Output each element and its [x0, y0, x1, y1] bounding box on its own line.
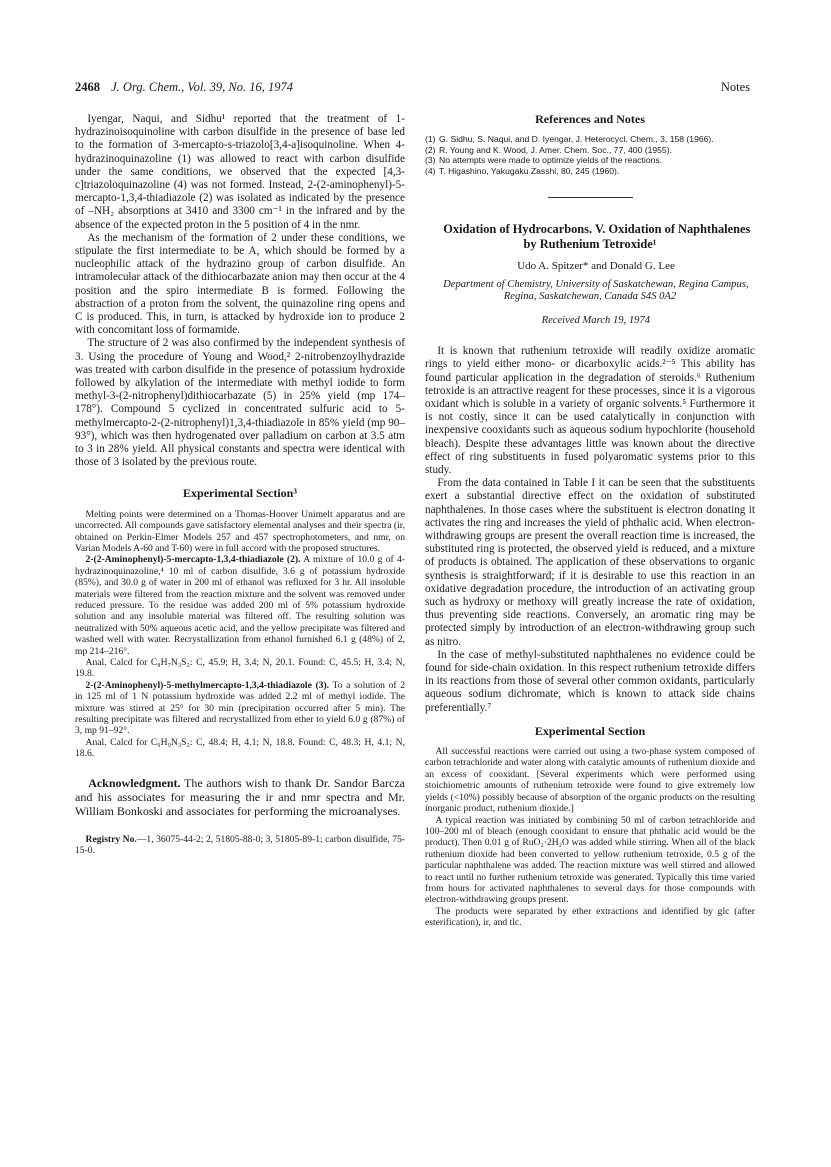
left-experimental-heading: Experimental Section³	[183, 486, 297, 501]
journal-citation: J. Org. Chem., Vol. 39, No. 16, 1974	[111, 80, 293, 94]
reference-item: (1) G. Sidhu, S. Naqui, and D. Iyengar, J. Heterocycl. Chem., 3, 158 (1966).	[425, 134, 714, 145]
right-paragraph-2: From the data contained in Table I it can be seen that the substituents exert a substantial directive effect on the oxidation of substituted naphthalenes. In those cases where the substituent is electron donating it activates the ring and increases the yield of phthalic acid. When electron-withdrawing groups are present the overall reaction time is increased, the substituted ring is protected, the observed yield is reduced, and a mixture of products is obtained. The application of these observations to organic synthesis is straightforward; if it is desirable to use this reaction in an oxidative degradation procedure, the introduction of an activating group such as hydroxy or methoxy will greatly increase the rate of oxidation, thus preventing side reactions. Conversely, an aromatic ring may be protected simply by introduction of an electron-withdrawing group such as nitro.	[425, 477, 755, 648]
right-exp-1: All successful reactions were carried out using a two-phase system composed of carbon tetrachloride and water along with catalytic amounts of ruthenium dioxide and an excess of cooxidant. [Several experiments which were performed using stoichiometric amounts of ruthenium tetroxide were found to give extremely low yields (<10%) possibly because of absorption of the organic products on the resulting inorganic product, ruthenium dioxide.]	[425, 746, 755, 815]
right-experimental-heading: Experimental Section	[534, 723, 646, 738]
right-exp-2: A typical reaction was initiated by combining 50 ml of carbon tetrachloride and 100–200 ml of bleach (enough cooxidant to ensure that phthalic acid would be the product). Then 0.01 g of RuO₂·2H₂O was added while stirring. When all of the black ruthenium dioxide had been converted to yellow ruthenium tetroxide, 0.5 g of the particular naphthalene was added. The reaction mixture was well stirred and allowed to react until no further ruthenium tetroxide was generated. Typically this time varied from hours for activated naphthalenes to several days for those compounds with electron-withdrawing groups present.	[425, 814, 755, 906]
right-exp-3: The products were separated by ether extractions and identified by glc (after esterification), ir, and tlc.	[425, 905, 755, 929]
exp-anal-3: Anal. Calcd for C₉H₉N₃S₂: C, 48.4; H, 4.1; N, 18.8. Found: C, 48.3; H, 4.1; N, 18.6.	[75, 736, 405, 760]
left-paragraph-2: As the mechanism of the formation of 2 under these conditions, we stipulate the first intermediate to be A, which should be formed by a nucleophilic attack of the hydrazino group of carbon disulfide. An intramolecular attack of the dithiocarbazate anion may then occur at the 4 position and the spiro intermediate B is formed. Following the abstraction of a proton from the solvent, the quinazoline ring opens and C is produced. This, in turn, is attacked by hydroxide ion to produce 2 with concomitant loss of formamide.	[75, 231, 405, 337]
exp-compound-3	[75, 680, 405, 737]
running-header	[75, 80, 750, 95]
references-heading: References and Notes	[535, 112, 645, 126]
section-divider	[548, 197, 633, 198]
left-paragraph-1: Iyengar, Naqui, and Sidhu¹ reported that the treatment of 1-hydrazinoisoquinoline with carbon disulfide in the presence of base led to the formation of 3-mercapto-s-triazolo[3,4-a]isoquinoline. When 4-hydrazinoquinazoline (1) was allowed to react with carbon disulfide under the same conditions, we observed that the expected [4,3-c]triazoloquinazoline (4) was not formed. Instead, 2-(2-aminophenyl)-5-mercapto-1,3,4-thiadiazole (2) was isolated as indicated by the presence of –NH₂ absorptions at 3410 and 3300 cm⁻¹ in the infrared and by the absence of the expected proton in the 5 position of 4 in the nmr.	[75, 113, 405, 231]
acknowledgment-text: The authors wish to thank Dr. Sandor Barcza and his associates for measuring the ir and nmr spectra and Mr. William Bonkoski and associates for performing the microanalyses.	[75, 775, 405, 818]
article-title: Oxidation of Hydrocarbons. V. Oxidation of Naphthalenes by Ruthenium Tetroxide¹	[443, 221, 751, 251]
compound-2-text: A mixture of 10.0 g of 4-hydrazinoquinazoline,⁴ 10 ml of carbon disulfide, 3.6 g of potassium hydroxide (85%), and 30.0 g of water in 200 ml of ethanol was refluxed for 3 hr. All insoluble materials were filtered from the reaction mixture and the solvent was removed under reduced pressure. To the residue was added 200 ml of 5% potassium hydroxide solution and any insoluble material was filtered off. The resulting solution was neutralized with 50% aqueous acetic acid, and the yellow precipitate was filtered and washed well with water. Recrystallization from ethanol furnished 6.1 g (48%) of 2, mp 214–216°.	[75, 554, 405, 657]
acknowledgment	[75, 776, 405, 818]
right-paragraph-3: In the case of methyl-substituted naphthalenes no evidence could be found for side-chain oxidation. In this respect ruthenium tetroxide differs in its reactions from those of several other common oxidants, particularly aqueous sodium dichromate, which is known to attack side chains preferentially.⁷	[425, 648, 755, 714]
article-authors: Udo A. Spitzer* and Donald G. Lee	[517, 259, 675, 272]
compound-2-title: 2-(2-Aminophenyl)-5-mercapto-1,3,4-thiadiazole (2).	[85, 554, 301, 566]
reference-item: (3) No attempts were made to optimize yields of the reactions.	[425, 155, 663, 166]
article-affiliation: Department of Chemistry, University of Saskatchewan, Regina Campus, Regina, Saskatchewan, Canada S4S 0A2	[443, 278, 749, 303]
exp-anal-2: Anal. Calcd for C₈H₇N₃S₂: C, 45.9; H, 3.4; N, 20.1. Found: C, 45.5; H, 3.4; N, 19.8.	[75, 656, 405, 680]
section-label: Notes	[720, 80, 750, 94]
exp-compound-2	[75, 554, 405, 657]
registry-numbers	[75, 834, 405, 857]
references-list	[425, 134, 755, 176]
compound-3-title: 2-(2-Aminophenyl)-5-methylmercapto-1,3,4-thiadiazole (3).	[85, 679, 330, 691]
right-experimental-body	[425, 746, 755, 929]
registry-text: —1, 36075-44-2; 2, 51805-88-0; 3, 51805-89-1; carbon disulfide, 75-15-0.	[75, 833, 405, 857]
page-number: 2468	[75, 80, 100, 94]
left-experimental-body	[75, 509, 405, 760]
left-paragraph-3: The structure of 2 was also confirmed by the independent synthesis of 3. Using the procedure of Young and Wood,² 2-nitrobenzoylhydrazide was treated with carbon disulfide in the presence of potassium hydroxide followed by alkylation of the intermediate with methyl iodide to form methyl-3-(2-nitrophenyl)dithiocarbazate (5) in 25% yield (mp 174–178°). Compound 5 cyclized in concentrated sulfuric acid to 5-methylmercapto-2-(2-nitrophenyl)1,3,4-thiadiazole in 85% yield (mp 90–93°), which was then hydrogenated over palladium on carbon at 3.5 atm to 3 in 28% yield. All physical constants and spectra were identical with those of 3 isolated by the previous route.	[75, 337, 405, 469]
right-column	[425, 113, 755, 929]
reference-item: (2) R. Young and K. Wood, J. Amer. Chem. Soc., 77, 400 (1955).	[425, 144, 672, 155]
reference-item: (4) T. Higashino, Yakugaku Zasshi, 80, 245 (1960).	[425, 165, 620, 176]
received-date: Received March 19, 1974	[541, 314, 651, 326]
compound-3-text: To a solution of 2 in 125 ml of 1 N potassium hydroxide was added 2.2 ml of methyl iodide. The mixture was stirred at 25° for 30 min (precipitation occurred after 5 min). The resulting precipitate was filtered and recrystallized from ether to yield 6.0 g (87%) of 3, mp 91–92°.	[75, 679, 405, 737]
acknowledgment-lead: Acknowledgment.	[88, 775, 181, 790]
left-column	[75, 113, 405, 856]
registry-lead: Registry No.	[85, 833, 137, 845]
exp-intro: Melting points were determined on a Thomas-Hoover Unimelt apparatus and are uncorrected. All compounds gave satisfactory elemental analyses and their spectra (ir, obtained on Perkin-Elmer Models 257 and 457 spectrophotometers, and nmr, on Varian Models A-60 and T-60) were in full accord with the proposed structures.	[75, 508, 405, 554]
right-paragraph-1: It is known that ruthenium tetroxide will readily oxidize aromatic rings to yield either mono- or dicarboxylic acids.²⁻⁵ This ability has found particular application in the degradation of steroids.⁶ Ruthenium tetroxide is an attractive reagent for these processes, since it is a vigorous oxidant which is soluble in a variety of organic solvents.⁵ Furthermore it is not costly, since it can be used catalytically in conjunction with inexpensive cooxidants such as aqueous sodium hypochlorite (household bleach). Despite these advantages little was known about the directive effect of ring substituents in fused polyaromatic systems prior to this study.	[425, 345, 755, 476]
